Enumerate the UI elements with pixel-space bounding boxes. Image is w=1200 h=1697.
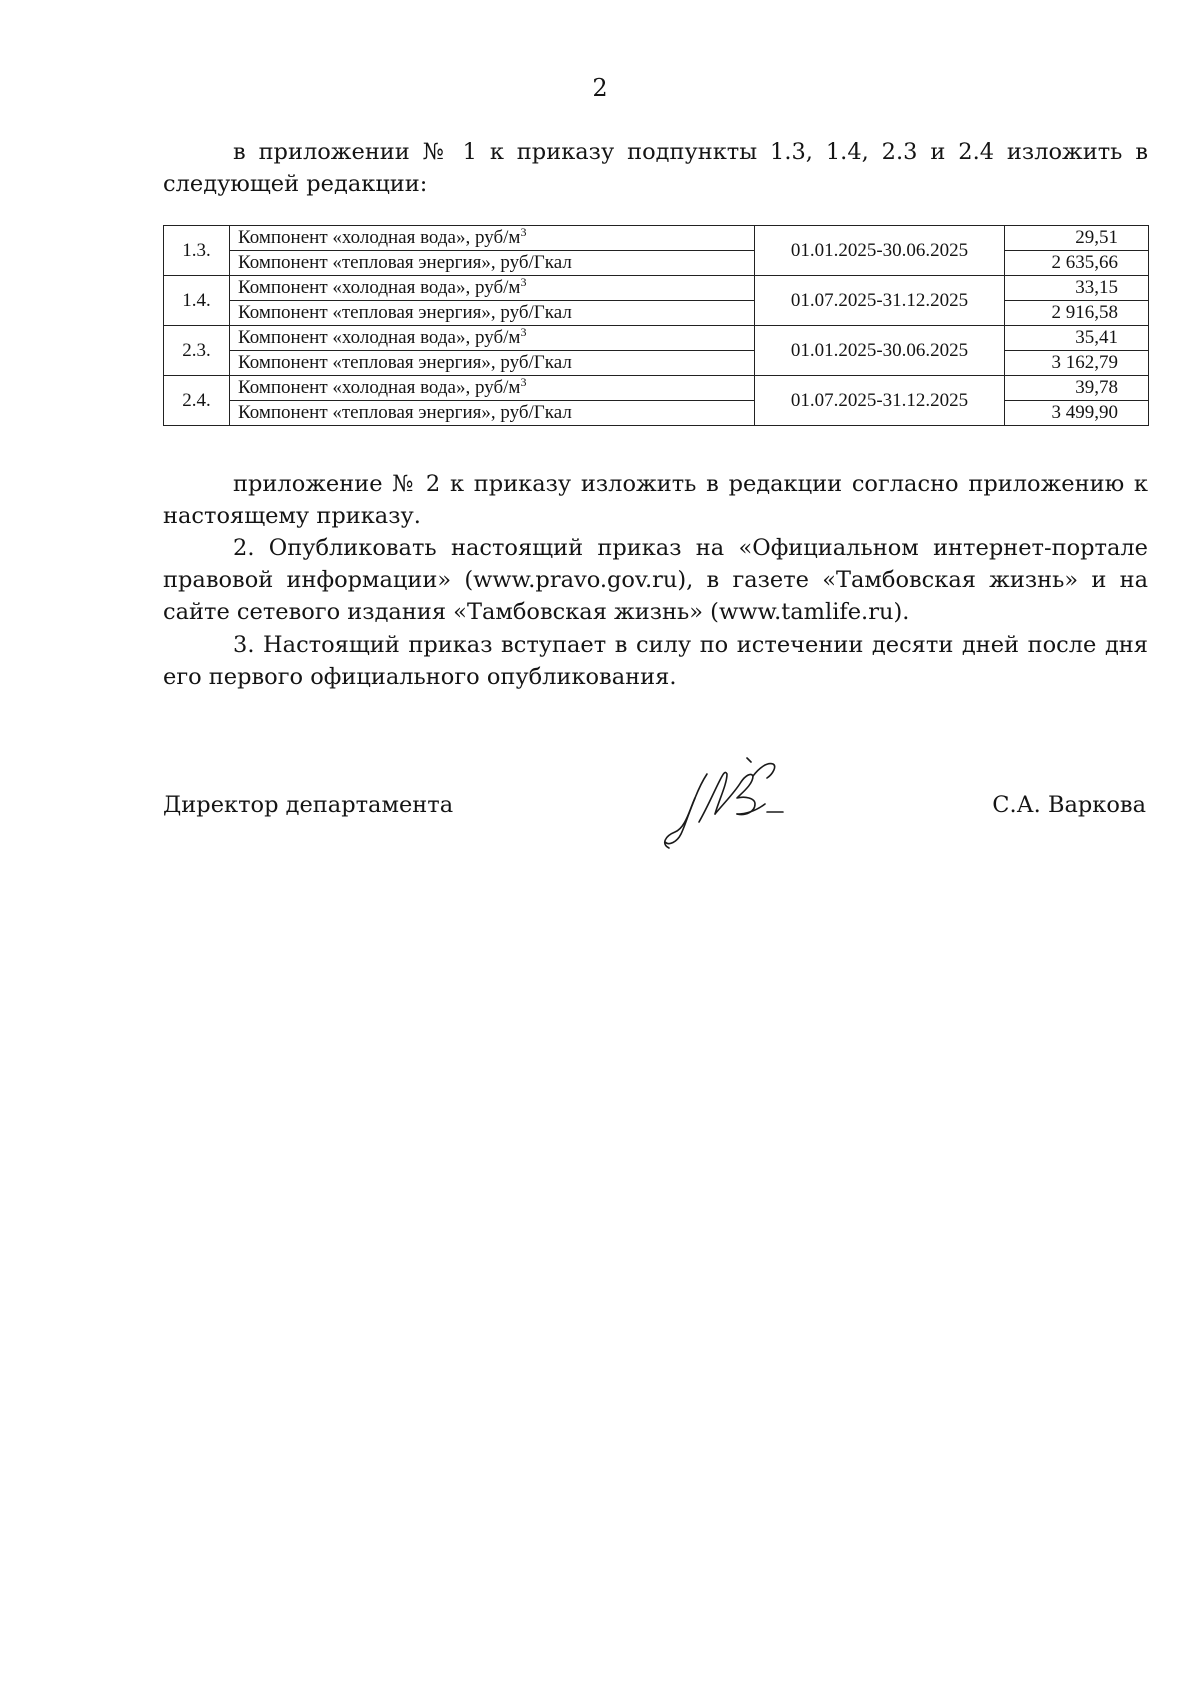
tariff-value: 3 499,90 [1005,401,1149,426]
appendix2-paragraph: приложение № 2 к приказу изложить в редакции согласно приложению к настоящему приказу. [163,471,1148,529]
period-cell: 01.07.2025-31.12.2025 [755,276,1005,326]
period-cell: 01.07.2025-31.12.2025 [755,376,1005,426]
component-label: Компонент «тепловая энергия», руб/Гкал [238,302,572,323]
component-label: Компонент «холодная вода», руб/м [238,377,521,398]
tariff-value: 2 635,66 [1005,251,1149,276]
unit-superscript: 3 [520,275,527,289]
component-label: Компонент «тепловая энергия», руб/Гкал [238,252,572,273]
tariff-value: 39,78 [1005,376,1149,401]
subitem-number: 1.4. [164,276,230,326]
component-cell [230,351,755,376]
table-row [164,376,1149,401]
signatory-title: Директор департамента [163,792,454,818]
component-cell [230,301,755,326]
component-cell [230,326,755,351]
component-label: Компонент «холодная вода», руб/м [238,277,521,298]
table-row [164,226,1149,251]
table-row [164,276,1149,301]
tariff-table [163,225,1149,426]
subitem-number: 1.3. [164,226,230,276]
component-label: Компонент «тепловая энергия», руб/Гкал [238,352,572,373]
component-cell [230,401,755,426]
tariff-value: 3 162,79 [1005,351,1149,376]
unit-superscript: 3 [520,375,527,389]
page-number: 2 [592,74,608,102]
unit-superscript: 3 [520,225,527,239]
component-cell [230,276,755,301]
period-cell: 01.01.2025-30.06.2025 [755,326,1005,376]
entry-into-force-paragraph: 3. Настоящий приказ вступает в силу по истечении десяти дней после дня его первого официального опубликования. [163,632,1148,690]
table-row [164,326,1149,351]
period-cell: 01.01.2025-30.06.2025 [755,226,1005,276]
signatory-name: С.А. Варкова [992,792,1146,818]
tariff-value: 33,15 [1005,276,1149,301]
tariff-value: 29,51 [1005,226,1149,251]
handwritten-signature [655,752,825,862]
component-label: Компонент «тепловая энергия», руб/Гкал [238,402,572,423]
tariff-value: 35,41 [1005,326,1149,351]
component-cell [230,226,755,251]
intro-paragraph: в приложении № 1 к приказу подпункты 1.3, 1.4, 2.3 и 2.4 изложить в следующей редакции: [163,139,1148,197]
unit-superscript: 3 [520,325,527,339]
component-cell [230,251,755,276]
tariff-value: 2 916,58 [1005,301,1149,326]
component-cell [230,376,755,401]
subitem-number: 2.4. [164,376,230,426]
subitem-number: 2.3. [164,326,230,376]
component-label: Компонент «холодная вода», руб/м [238,327,521,348]
component-label: Компонент «холодная вода», руб/м [238,227,521,248]
publication-paragraph: 2. Опубликовать настоящий приказ на «Официальном интернет-портале правовой информации» (www.pravo.gov.ru), в газете «Тамбовская жизнь» и на сайте сетевого издания «Тамбовская жизнь» (www.tamlife.ru). [163,535,1148,625]
